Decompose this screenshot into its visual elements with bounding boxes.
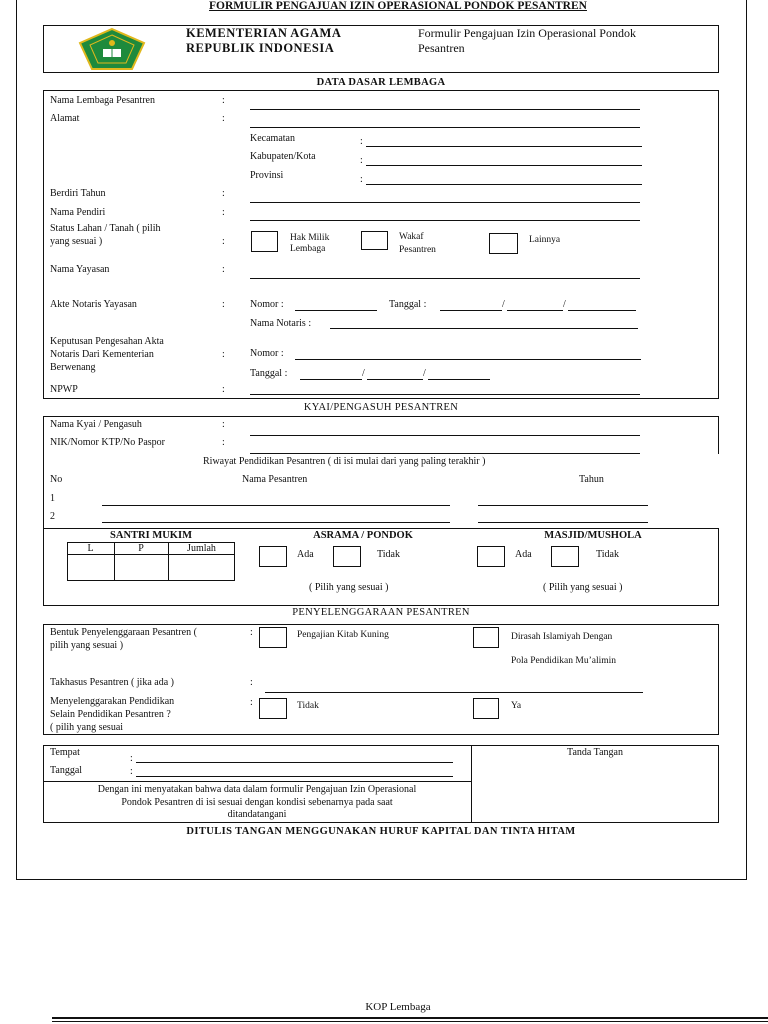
label-dirasah: Dirasah Islamiyah Dengan [511,632,613,642]
input-provinsi[interactable] [366,184,642,185]
colon: : [222,207,225,218]
label-lainnya: Lainnya [529,235,561,245]
section-penyelenggaraan: PENYELENGGARAAN PESANTREN [292,607,470,618]
ministry-logo [76,27,148,71]
checkbox-asrama-ada[interactable] [259,546,287,567]
ministry-name-line2: REPUBLIK INDONESIA [186,41,335,55]
divider [43,416,719,417]
declaration: Dengan ini menyatakan bahwa data dalam formulir Pengajuan Izin Operasional [97,784,417,795]
colon: : [222,264,225,275]
input-nama-yayasan[interactable] [250,278,640,279]
colon: : [222,188,225,199]
input-keputusan-tanggal-hari[interactable] [300,379,362,380]
label-akte-notaris: Akte Notaris Yayasan [50,299,137,310]
label-hak-milik: Hak Milik [290,233,330,243]
label-menyelenggarakan: Selain Pendidikan Pesantren ? [50,709,171,720]
label-bentuk: pilih yang sesuai ) [50,640,124,651]
checkbox-tidak[interactable] [259,698,287,719]
label-keputusan: Notaris Dari Kementerian [50,349,154,360]
label-wakaf: Pesantren [399,245,436,255]
label-provinsi: Provinsi [250,170,284,181]
form-name-line2: Pesantren [418,41,465,55]
label-status-lahan: yang sesuai ) [50,236,103,247]
colon: : [222,384,225,395]
label-nomor: Nomor : [250,348,284,359]
input-npwp[interactable] [250,394,640,395]
label-berdiri-tahun: Berdiri Tahun [50,188,106,199]
colon: : [222,437,225,448]
label-takhasus: Takhasus Pesantren ( jika ada ) [50,677,174,688]
input-kecamatan[interactable] [366,146,642,147]
label-ya: Ya [511,701,522,711]
input-nama-pendiri[interactable] [250,220,640,221]
input-nama-kyai[interactable] [250,435,640,436]
pilih-note: ( Pilih yang sesuai ) [309,582,389,593]
input-akte-tanggal-hari[interactable] [440,310,502,311]
date-slash: / [502,299,505,310]
label-tanda-tangan: Tanda Tangan [567,747,623,758]
label-npwp: NPWP [50,384,78,395]
row-number: 1 [50,493,55,504]
label-nama-kyai: Nama Kyai / Pengasuh [50,419,142,430]
form-name-line1: Formulir Pengajuan Izin Operasional Pondok [418,26,636,40]
input-riwayat-tahun-2[interactable] [478,522,648,523]
col-no: No [50,474,63,485]
label-menyelenggarakan: Menyelenggarakan Pendidikan [50,696,175,707]
colon: : [222,236,225,247]
colon: : [222,299,225,310]
label-status-lahan: Status Lahan / Tanah ( pilih [50,223,161,234]
label-ada: Ada [297,549,314,560]
colon: : [222,419,225,430]
checkbox-wakaf[interactable] [361,231,388,250]
input-keputusan-tanggal-tahun[interactable] [428,379,490,380]
ministry-name-line1: KEMENTERIAN AGAMA [186,26,342,40]
label-tanggal: Tanggal : [250,368,288,379]
label-tidak: Tidak [596,549,619,560]
section-kyai: KYAI/PENGASUH PESANTREN [303,402,459,413]
section-data-dasar: DATA DASAR LEMBAGA [316,77,446,88]
label-tanggal: Tanggal : [389,299,427,310]
colon: : [360,136,363,147]
colon: : [250,677,253,688]
label-masjid: MASJID/MUSHOLA [544,530,642,541]
label-nama-lembaga: Nama Lembaga Pesantren [50,95,155,106]
label-nama-pendiri: Nama Pendiri [50,207,106,218]
label-wakaf: Wakaf [399,232,424,242]
form-title: FORMULIR PENGAJUAN IZIN OPERASIONAL PONDOK PESANTREN [209,0,587,12]
input-keputusan-tanggal-bulan[interactable] [367,379,423,380]
input-nama-lembaga[interactable] [250,109,640,110]
input-santri-p[interactable] [115,556,167,580]
input-takhasus[interactable] [265,692,643,693]
date-slash: / [563,299,566,310]
input-tanggal-ttd[interactable] [136,776,453,777]
divider [67,554,235,555]
input-nama-notaris[interactable] [330,328,638,329]
input-santri-jumlah[interactable] [169,556,234,580]
divider [718,416,719,454]
row-number: 2 [50,511,55,522]
input-alamat[interactable] [250,127,640,128]
divider [43,416,44,528]
kop-rule [52,1017,768,1019]
label-kitab-kuning: Pengajian Kitab Kuning [297,630,389,640]
col-jumlah: Jumlah [187,543,216,554]
label-tempat: Tempat [50,747,80,758]
label-bentuk: Bentuk Penyelenggaraan Pesantren ( [50,627,197,638]
col-tahun: Tahun [579,474,604,485]
label-menyelenggarakan: ( pilih yang sesuai [50,722,124,733]
col-p: P [138,543,144,554]
label-nik: NIK/Nomor KTP/No Paspor [50,437,165,448]
label-alamat: Alamat [50,113,80,124]
input-riwayat-nama-2[interactable] [102,522,450,523]
colon: : [130,753,133,764]
colon: : [222,349,225,360]
input-berdiri-tahun[interactable] [250,202,640,203]
input-santri-l[interactable] [68,556,113,580]
colon: : [360,155,363,166]
checkbox-asrama-tidak[interactable] [333,546,361,567]
checkbox-lainnya[interactable] [489,233,518,254]
declaration: ditandatangani [227,809,287,820]
checkbox-ya[interactable] [473,698,499,719]
input-keputusan-nomor[interactable] [295,359,641,360]
colon: : [250,627,253,638]
checkbox-dirasah[interactable] [473,627,499,648]
col-l: L [87,543,94,554]
checkbox-kitab-kuning[interactable] [259,627,287,648]
label-keputusan: Berwenang [50,362,96,373]
date-slash: / [423,368,426,379]
input-riwayat-tahun-1[interactable] [478,505,648,506]
kop-lembaga: KOP Lembaga [365,1001,431,1013]
riwayat-pendidikan-note: Riwayat Pendidikan Pesantren ( di isi mulai dari yang paling terakhir ) [203,456,486,467]
label-nama-yayasan: Nama Yayasan [50,264,110,275]
label-nama-notaris: Nama Notaris : [250,318,312,329]
pilih-note: ( Pilih yang sesuai ) [543,582,623,593]
input-tempat[interactable] [136,762,453,763]
colon: : [222,113,225,124]
colon: : [130,766,133,777]
label-tidak: Tidak [377,549,400,560]
colon: : [360,174,363,185]
label-hak-milik: Lembaga [290,244,326,254]
col-nama-pesantren: Nama Pesantren [242,474,308,485]
input-akte-tanggal-tahun[interactable] [568,310,636,311]
divider [43,781,472,782]
label-kabupaten: Kabupaten/Kota [250,151,316,162]
checkbox-masjid-tidak[interactable] [551,546,579,567]
input-akte-tanggal-bulan[interactable] [507,310,563,311]
label-dirasah: Pola Pendidikan Mu’alimin [511,656,617,666]
label-asrama: ASRAMA / PONDOK [313,530,413,541]
input-akte-nomor[interactable] [295,310,377,311]
footer-note: DITULIS TANGAN MENGGUNAKAN HURUF KAPITAL DAN TINTA HITAM [186,826,576,837]
colon: : [250,697,253,708]
label-ada: Ada [515,549,532,560]
checkbox-masjid-ada[interactable] [477,546,505,567]
input-kabupaten[interactable] [366,165,642,166]
checkbox-hak-milik[interactable] [251,231,278,252]
input-riwayat-nama-1[interactable] [102,505,450,506]
label-tidak: Tidak [297,701,319,711]
input-nik[interactable] [250,453,640,454]
label-nomor: Nomor : [250,299,284,310]
date-slash: / [362,368,365,379]
label-keputusan: Keputusan Pengesahan Akta [50,336,164,347]
label-kecamatan: Kecamatan [250,133,295,144]
signature-area[interactable] [473,762,717,821]
label-santri-mukim: SANTRI MUKIM [110,530,192,541]
colon: : [222,95,225,106]
kop-rule [52,1021,768,1022]
declaration: Pondok Pesantren di isi sesuai dengan kondisi sebenarnya pada saat [121,797,393,808]
label-tanggal-ttd: Tanggal [50,765,83,776]
